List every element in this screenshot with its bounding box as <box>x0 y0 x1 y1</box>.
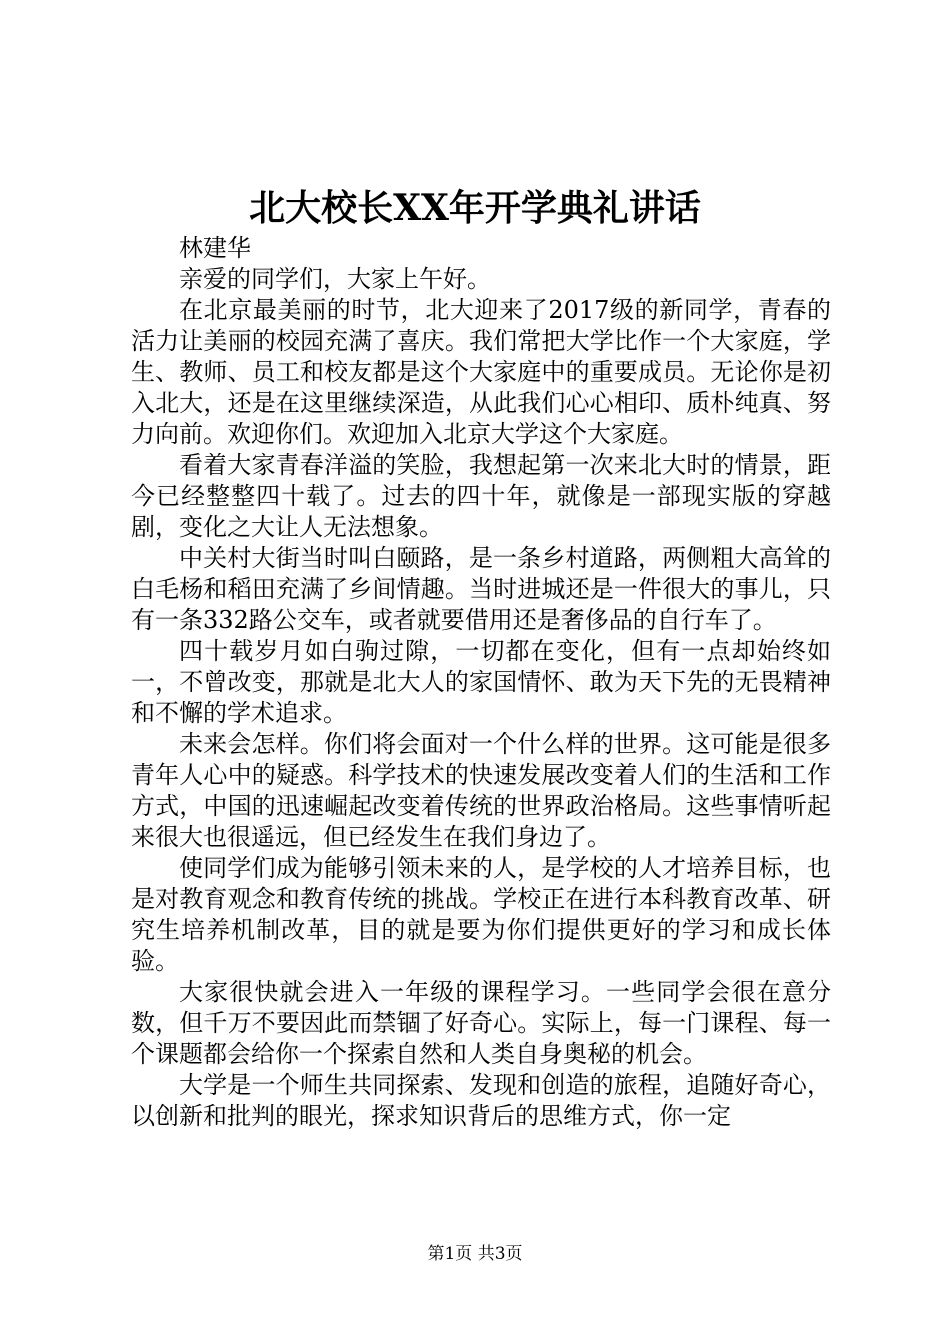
page-footer: 第1页 共3页 <box>427 1244 523 1264</box>
paragraph: 使同学们成为能够引领未来的人，是学校的人才培养目标，也是对教育观念和教育传统的挑战。学校正在进行本科教育改革、研究生培养机制改革，目的就是要为你们提供更好的学习和成长体验。 <box>131 854 831 975</box>
paragraph: 未来会怎样。你们将会面对一个什么样的世界。这可能是很多青年人心中的疑惑。科学技术的快速发展改变着人们的生活和工作方式，中国的迅速崛起改变着传统的世界政治格局。这些事情听起来很大也很遥远，但已经发生在我们身边了。 <box>131 730 831 851</box>
paragraph: 中关村大街当时叫白颐路，是一条乡村道路，两侧粗大高耸的白毛杨和稻田充满了乡间情趣。当时进城还是一件很大的事儿，只有一条332路公交车，或者就要借用还是奢侈品的自行车了。 <box>131 544 831 634</box>
paragraph: 看着大家青春洋溢的笑脸，我想起第一次来北大时的情景，距今已经整整四十载了。过去的四十年，就像是一部现实版的穿越剧，变化之大让人无法想象。 <box>131 451 831 541</box>
document-body <box>131 233 831 1132</box>
paragraph: 在北京最美丽的时节，北大迎来了2017级的新同学，青春的活力让美丽的校园充满了喜庆。我们常把大学比作一个大家庭，学生、教师、员工和校友都是这个大家庭中的重要成员。无论你是初入北大，还是在这里继续深造，从此我们心心相印、质朴纯真、努力向前。欢迎你们。欢迎加入北京大学这个大家庭。 <box>131 296 831 448</box>
paragraph: 大学是一个师生共同探索、发现和创造的旅程，追随好奇心，以创新和批判的眼光，探求知识背后的思维方式，你一定 <box>131 1071 831 1130</box>
paragraph: 四十载岁月如白驹过隙，一切都在变化，但有一点却始终如一，不曾改变，那就是北大人的家国情怀、敢为天下先的无畏精神和不懈的学术追求。 <box>131 637 831 727</box>
paragraph: 亲爱的同学们，大家上午好。 <box>179 265 491 293</box>
author-name: 林建华 <box>179 234 251 262</box>
document-title: 北大校长XX年开学典礼讲话 <box>249 187 701 229</box>
paragraph: 大家很快就会进入一年级的课程学习。一些同学会很在意分数，但千万不要因此而禁锢了好奇心。实际上，每一门课程、每一个课题都会给你一个探索自然和人类自身奥秘的机会。 <box>131 978 831 1068</box>
